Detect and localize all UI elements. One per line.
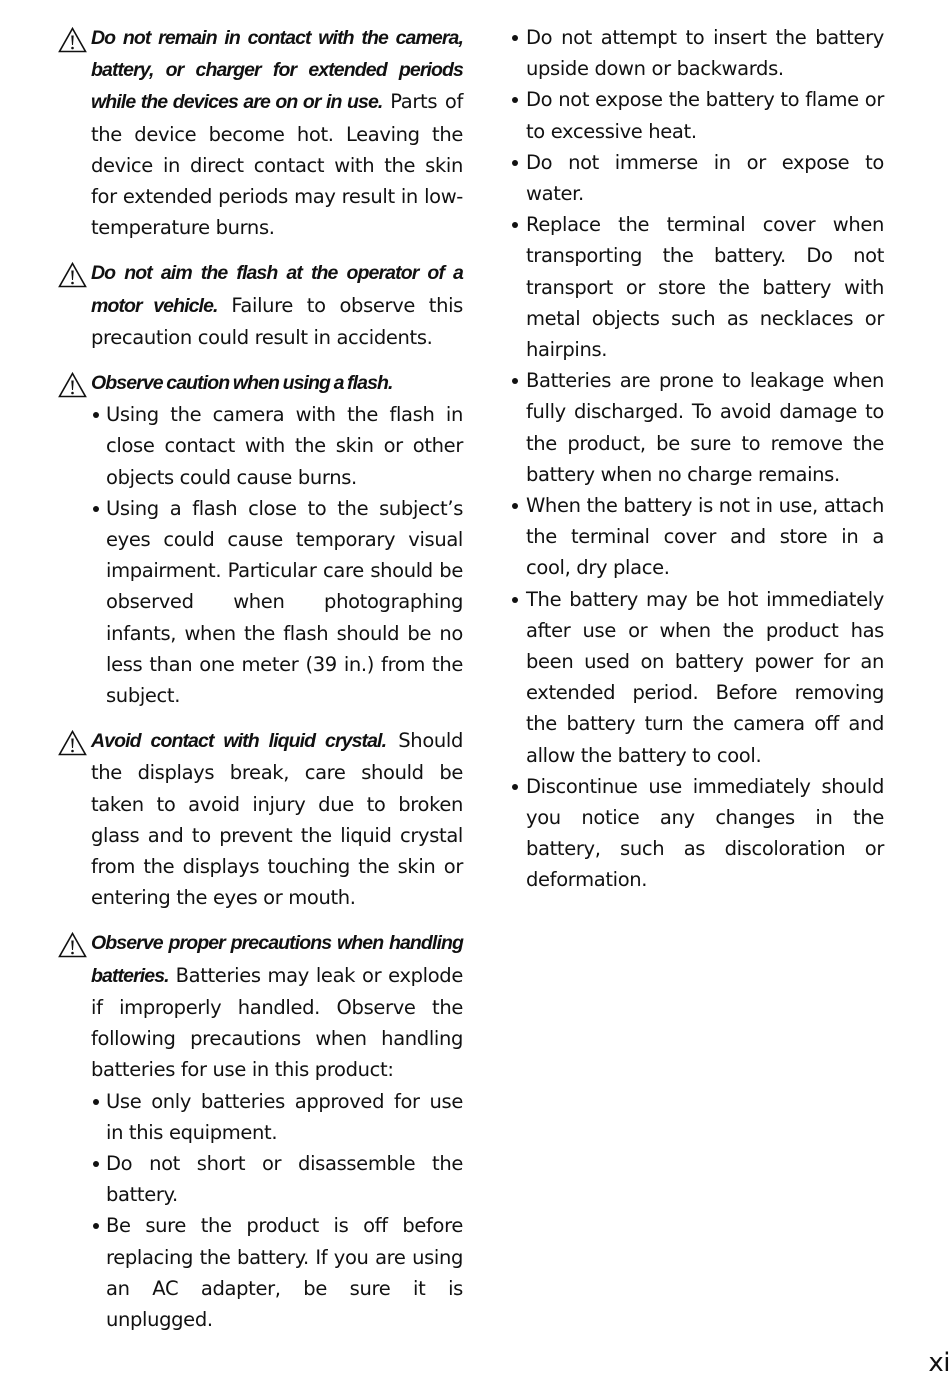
warning-hot-device (58, 22, 463, 243)
warning-text (91, 257, 463, 353)
warning-text (91, 725, 463, 913)
warning-triangle-icon (58, 27, 87, 53)
list-item: Do not immerse in or expose to water. (510, 147, 884, 209)
warning-triangle-icon (58, 372, 87, 398)
list-item: Replace the terminal cover when transporting the battery. Do not transport or store the battery with metal objects such as necklaces or hairpins. (510, 209, 884, 365)
warning-title: Do not remain in contact with the camera, battery, or charger for extended periods while the devices are on or in use. (91, 27, 463, 114)
warning-body: Should the displays break, care should be taken to avoid injury due to broken glass and to prevent the liquid crystal from the displays touching the skin or entering the eyes or mouth. (91, 729, 464, 910)
battery-precautions-list (510, 22, 884, 896)
list-item: Using a flash close to the subject’s eyes could cause temporary visual impairment. Particular care should be observed when photographing infants, when the flash should be no less than one meter (39 in.) from the subject. (91, 493, 463, 711)
left-column (58, 22, 463, 1349)
bullet-list (91, 1086, 463, 1336)
list-item: Do not short or disassemble the battery. (91, 1148, 463, 1210)
right-column (510, 22, 884, 896)
list-item: The battery may be hot immediately after use or when the product has been used on battery power for an extended period. Before removing the battery turn the camera off and allow the battery to cool. (510, 584, 884, 771)
bullet-list (91, 399, 463, 711)
warning-triangle-icon (58, 730, 87, 756)
warning-title: Observe proper precautions when handling batteries. (91, 932, 463, 987)
list-item: Do not attempt to insert the battery upside down or backwards. (510, 22, 884, 84)
warning-triangle-icon (58, 932, 87, 958)
warning-title: Do not aim the flash at the operator of a motor vehicle. (91, 262, 463, 317)
list-item: Discontinue use immediately should you notice any changes in the battery, such as discoloration or deformation. (510, 771, 884, 896)
warning-flash-caution (58, 367, 463, 711)
warning-liquid-crystal (58, 725, 463, 913)
warning-triangle-icon (58, 262, 87, 288)
warning-batteries (58, 927, 463, 1335)
list-item: Be sure the product is off before replacing the battery. If you are using an AC adapter, be sure it is unplugged. (91, 1210, 463, 1335)
list-item: Do not expose the battery to flame or to excessive heat. (510, 84, 884, 146)
warning-body: Failure to observe this precaution could result in accidents. (91, 293, 463, 349)
warning-body: Parts of the device become hot. Leaving the device in direct contact with the skin for extended periods may result in low-temperature burns. (91, 90, 463, 240)
list-item: Use only batteries approved for use in this equipment. (91, 1086, 463, 1148)
warning-title: Avoid contact with liquid crystal. (91, 730, 387, 753)
warning-body: Batteries may leak or explode if improperly handled. Observe the following precautions when handling batteries for use in this product: (91, 963, 463, 1082)
list-item: Batteries are prone to leakage when fully discharged. To avoid damage to the product, be sure to remove the battery when no charge remains. (510, 365, 884, 490)
list-item: When the battery is not in use, attach the terminal cover and store in a cool, dry place. (510, 490, 884, 584)
warning-text (91, 22, 463, 243)
warning-flash-vehicle (58, 257, 463, 353)
warning-title: Observe caution when using a flash. (91, 372, 393, 395)
page-number: xi (928, 1348, 950, 1378)
warning-text (91, 927, 463, 1085)
warning-text (91, 367, 463, 399)
list-item: Using the camera with the flash in close contact with the skin or other objects could cause burns. (91, 399, 463, 493)
